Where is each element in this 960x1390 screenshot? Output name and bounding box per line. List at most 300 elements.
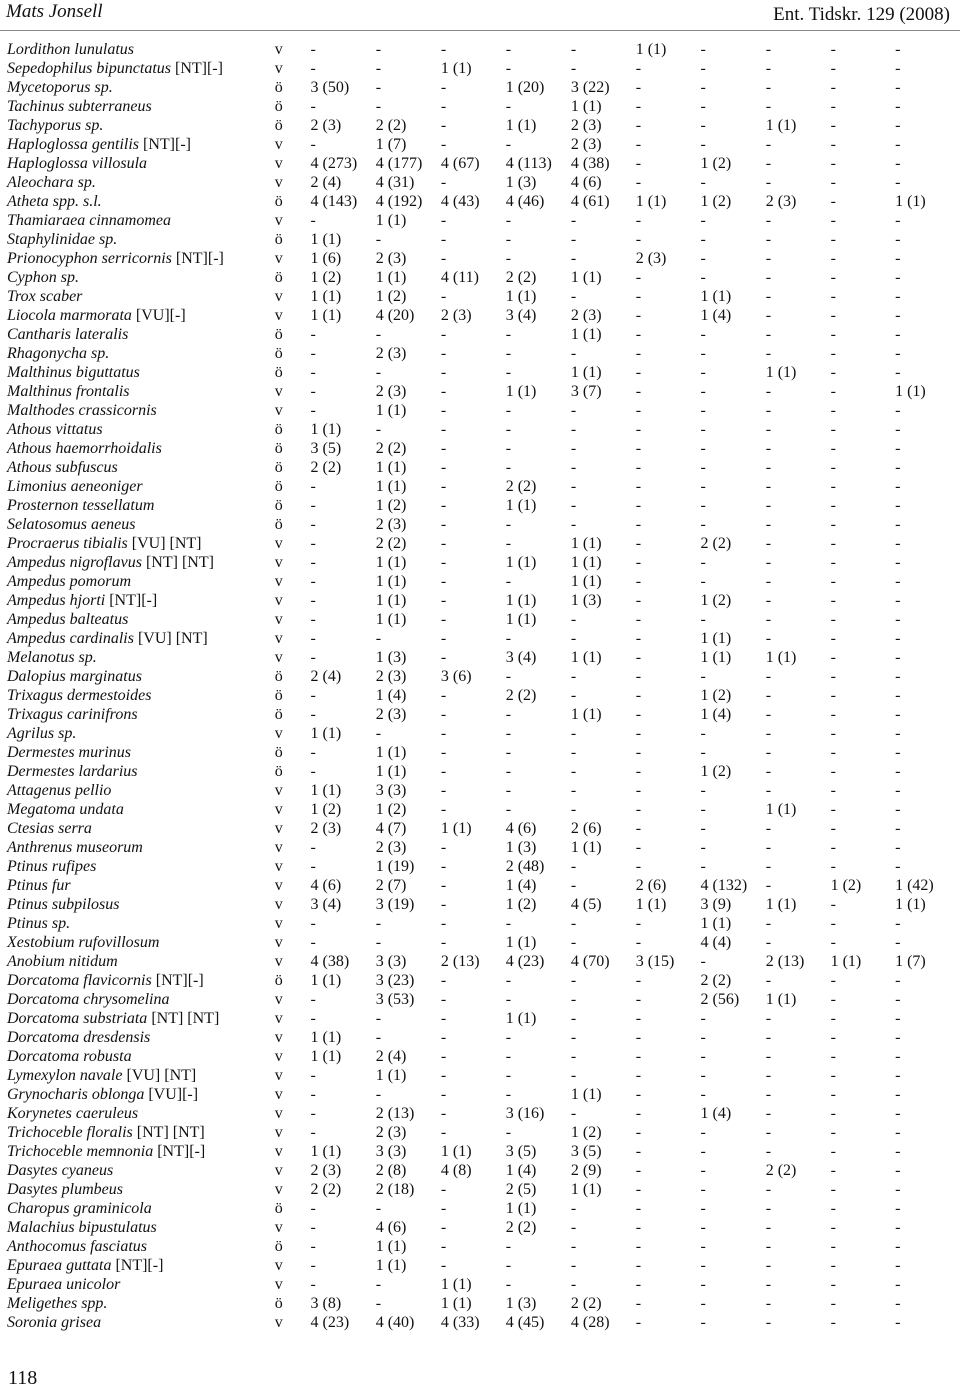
count-cell: - [635, 1276, 642, 1293]
count-cell: - [895, 763, 901, 780]
count-cell: - [765, 269, 772, 286]
count-cell: 3 (19) [375, 896, 415, 913]
count-cell: - [700, 820, 706, 837]
count-cell: - [310, 573, 316, 590]
count-cell: 2 (3) [310, 1162, 342, 1179]
species-name: Agrilus sp. [7, 725, 77, 742]
species-cell [7, 458, 275, 477]
count-cell: - [635, 136, 642, 153]
count-cell: - [830, 459, 836, 476]
species-cell [7, 971, 275, 990]
count-cell: - [310, 364, 316, 381]
count-cell: - [830, 155, 836, 172]
count-cell: 2 (18) [375, 1181, 415, 1198]
count-cell: - [895, 307, 901, 324]
count-cell: - [895, 516, 901, 533]
count-cell: - [765, 744, 772, 761]
count-cell: - [765, 1048, 772, 1065]
count-cell: - [505, 1086, 512, 1103]
habitat-cell: v [274, 1105, 283, 1122]
species-name: Anobium nitidum [7, 953, 118, 970]
habitat-cell: ö [274, 421, 283, 438]
species-cell [7, 306, 275, 325]
count-cell: - [440, 554, 447, 571]
count-cell: 1 (1) [765, 991, 797, 1008]
count-cell: - [700, 1238, 706, 1255]
species-name: Tachyporus sp. [7, 117, 104, 134]
count-cell: - [895, 1048, 901, 1065]
count-cell: - [895, 136, 901, 153]
species-cell [7, 287, 275, 306]
table-row [7, 230, 960, 249]
count-cell: 4 (23) [505, 953, 545, 970]
count-cell: 1 (1) [375, 1238, 407, 1255]
redlist-status: [NT][-] [115, 1257, 164, 1274]
count-cell: 1 (1) [570, 706, 602, 723]
species-cell [7, 268, 275, 287]
redlist-status: [VU] [NT] [131, 535, 202, 552]
species-name: Cyphon sp. [7, 269, 79, 286]
count-cell: 2 (56) [700, 991, 740, 1008]
count-cell: 1 (6) [310, 250, 342, 267]
count-cell: 2 (2) [505, 478, 537, 495]
count-cell: - [895, 725, 901, 742]
count-cell: - [570, 1276, 577, 1293]
count-cell: 4 (8) [440, 1162, 472, 1179]
count-cell: 2 (2) [505, 269, 537, 286]
count-cell: - [310, 1238, 316, 1255]
count-cell: - [440, 79, 447, 96]
count-cell: 1 (1) [505, 117, 537, 134]
count-cell: - [570, 801, 577, 818]
count-cell: - [765, 402, 772, 419]
count-cell: 1 (2) [700, 687, 732, 704]
count-cell: - [440, 212, 447, 229]
count-cell: 1 (1) [375, 459, 407, 476]
count-cell: - [440, 421, 447, 438]
count-cell: - [570, 1257, 577, 1274]
count-cell: 1 (1) [505, 592, 537, 609]
count-cell: - [440, 972, 447, 989]
redlist-status: [NT][-] [109, 592, 158, 609]
count-cell: - [635, 801, 642, 818]
count-cell: 2 (9) [570, 1162, 602, 1179]
count-cell: 1 (1) [635, 896, 667, 913]
count-cell: - [830, 1105, 836, 1122]
count-cell: - [700, 478, 706, 495]
count-cell: - [505, 744, 512, 761]
count-cell: - [830, 858, 836, 875]
count-cell: - [700, 1162, 706, 1179]
count-cell: - [635, 269, 642, 286]
count-cell: - [310, 611, 316, 628]
count-cell: 4 (45) [505, 1314, 545, 1331]
count-cell: - [895, 1219, 901, 1236]
count-cell: - [505, 326, 512, 343]
habitat-cell: v [274, 896, 283, 913]
count-cell: - [440, 174, 447, 191]
species-name: Meligethes spp. [7, 1295, 108, 1312]
count-cell: - [895, 60, 901, 77]
habitat-cell: v [274, 934, 283, 951]
species-cell [7, 762, 275, 781]
count-cell: - [570, 668, 577, 685]
species-name: Anthocomus fasciatus [7, 1238, 147, 1255]
count-cell: - [635, 839, 642, 856]
redlist-status: [VU][-] [148, 1086, 199, 1103]
count-cell: 3 (5) [310, 440, 342, 457]
count-cell: - [830, 516, 836, 533]
count-cell: - [635, 345, 642, 362]
count-cell: - [375, 326, 382, 343]
count-cell: - [895, 554, 901, 571]
count-cell: - [895, 41, 901, 58]
count-cell: - [895, 459, 901, 476]
count-cell: - [310, 136, 316, 153]
count-cell: - [505, 1029, 512, 1046]
count-cell: - [830, 117, 836, 134]
count-cell: - [570, 687, 577, 704]
count-cell: 1 (1) [765, 117, 797, 134]
table-row [7, 819, 960, 838]
species-name: Dasytes plumbeus [7, 1181, 123, 1198]
count-cell: - [570, 915, 577, 932]
count-cell: - [440, 250, 447, 267]
habitat-cell: v [274, 535, 283, 552]
count-cell: - [830, 212, 836, 229]
count-cell: 1 (1) [375, 744, 407, 761]
count-cell: - [830, 782, 836, 799]
count-cell: - [570, 478, 577, 495]
species-name: Sepedophilus bipunctatus [7, 60, 171, 77]
count-cell: - [635, 1086, 642, 1103]
count-cell: - [895, 155, 901, 172]
count-cell: - [310, 763, 316, 780]
habitat-cell: v [274, 630, 283, 647]
count-cell: - [310, 1086, 316, 1103]
count-cell: - [570, 1219, 577, 1236]
count-cell: - [570, 934, 577, 951]
count-cell: 3 (3) [375, 953, 407, 970]
count-cell: - [310, 402, 316, 419]
species-name: Ampedus pomorum [7, 573, 131, 590]
table-row [7, 116, 960, 135]
count-cell: - [570, 421, 577, 438]
habitat-cell: ö [274, 193, 283, 210]
count-cell: - [440, 1029, 447, 1046]
count-cell: - [765, 1143, 772, 1160]
count-cell: 1 (4) [505, 1162, 537, 1179]
table-row [7, 1047, 960, 1066]
species-cell [7, 1275, 275, 1294]
count-cell: - [830, 630, 836, 647]
count-cell: - [440, 231, 447, 248]
count-cell: - [830, 1181, 836, 1198]
count-cell: - [635, 1010, 642, 1027]
count-cell: - [765, 1010, 772, 1027]
count-cell: 4 (67) [440, 155, 480, 172]
count-cell: 1 (1) [310, 421, 342, 438]
count-cell: - [830, 41, 836, 58]
count-cell: - [440, 288, 447, 305]
count-cell: 1 (1) [310, 725, 342, 742]
count-cell: - [765, 725, 772, 742]
habitat-cell: v [274, 288, 283, 305]
count-cell: - [635, 1143, 642, 1160]
habitat-cell: v [274, 877, 283, 894]
table-row [7, 800, 960, 819]
count-cell: - [895, 687, 901, 704]
species-name: Aleochara sp. [7, 174, 96, 191]
species-table [7, 40, 960, 1332]
count-cell: - [830, 1124, 836, 1141]
count-cell: - [375, 1086, 382, 1103]
count-cell: 1 (1) [375, 478, 407, 495]
species-cell [7, 1028, 275, 1047]
count-cell: - [765, 478, 772, 495]
count-cell: 1 (1) [440, 1143, 472, 1160]
species-name: Dermestes murinus [7, 744, 131, 761]
count-cell: - [375, 934, 382, 951]
count-cell: 1 (2) [505, 896, 537, 913]
count-cell: 2 (3) [570, 117, 602, 134]
table-row [7, 344, 960, 363]
species-name: Dermestes lardarius [7, 763, 138, 780]
species-name: Epuraea unicolor [7, 1276, 121, 1293]
species-cell [7, 857, 275, 876]
count-cell: 4 (33) [440, 1314, 480, 1331]
count-cell: 4 (28) [570, 1314, 610, 1331]
count-cell: - [700, 1257, 706, 1274]
count-cell: - [895, 231, 901, 248]
habitat-cell: v [274, 611, 283, 628]
count-cell: - [830, 98, 836, 115]
habitat-cell: v [274, 725, 283, 742]
count-cell: - [895, 820, 901, 837]
count-cell: - [830, 307, 836, 324]
count-cell: 1 (1) [505, 934, 537, 951]
count-cell: - [830, 1086, 836, 1103]
count-cell: - [830, 744, 836, 761]
count-cell: - [895, 801, 901, 818]
count-cell: - [440, 858, 447, 875]
count-cell: - [830, 972, 836, 989]
count-cell: - [700, 858, 706, 875]
count-cell: - [895, 117, 901, 134]
count-cell: - [830, 839, 836, 856]
count-cell: - [635, 763, 642, 780]
count-cell: 1 (1) [375, 573, 407, 590]
count-cell: - [700, 1143, 706, 1160]
count-cell: - [895, 478, 901, 495]
count-cell: - [310, 649, 316, 666]
table-row [7, 686, 960, 705]
count-cell: - [310, 535, 316, 552]
count-cell: - [830, 421, 836, 438]
table-row [7, 933, 960, 952]
count-cell: 1 (2) [700, 763, 732, 780]
count-cell: - [310, 687, 316, 704]
count-cell: - [830, 79, 836, 96]
count-cell: - [570, 858, 577, 875]
count-cell: - [310, 839, 316, 856]
count-cell: - [440, 516, 447, 533]
count-cell: - [570, 1048, 577, 1065]
count-cell: - [635, 592, 642, 609]
count-cell: - [830, 1200, 836, 1217]
table-row [7, 363, 960, 382]
habitat-cell: ö [274, 668, 283, 685]
count-cell: - [765, 763, 772, 780]
table-row [7, 154, 960, 173]
count-cell: 1 (4) [700, 706, 732, 723]
count-cell: - [830, 136, 836, 153]
count-cell: - [635, 1219, 642, 1236]
count-cell: 3 (15) [635, 953, 675, 970]
count-cell: - [440, 649, 447, 666]
table-row [7, 439, 960, 458]
count-cell: 1 (1) [765, 649, 797, 666]
count-cell: 1 (1) [700, 288, 732, 305]
count-cell: - [310, 554, 316, 571]
species-name: Malthinus biguttatus [7, 364, 140, 381]
count-cell: - [635, 1067, 642, 1084]
count-cell: - [895, 1200, 901, 1217]
count-cell: - [505, 98, 512, 115]
count-cell: 3 (3) [375, 1143, 407, 1160]
count-cell: - [830, 1048, 836, 1065]
species-cell [7, 1199, 275, 1218]
species-name: Charopus graminicola [7, 1200, 152, 1217]
species-cell [7, 933, 275, 952]
count-cell: - [635, 1238, 642, 1255]
count-cell: 4 (61) [570, 193, 610, 210]
count-cell: - [635, 98, 642, 115]
habitat-cell: v [274, 250, 283, 267]
species-name: Trox scaber [7, 288, 83, 305]
count-cell: - [440, 915, 447, 932]
count-cell: - [765, 212, 772, 229]
count-cell: 1 (4) [505, 877, 537, 894]
count-cell: - [505, 1048, 512, 1065]
count-cell: - [310, 98, 316, 115]
habitat-cell: ö [274, 687, 283, 704]
species-cell [7, 363, 275, 382]
count-cell: 1 (1) [375, 212, 407, 229]
species-cell [7, 1256, 275, 1275]
count-cell: - [700, 459, 706, 476]
species-name: Ptinus fur [7, 877, 71, 894]
count-cell: - [440, 630, 447, 647]
count-cell: - [635, 744, 642, 761]
table-row [7, 1161, 960, 1180]
count-cell: - [505, 440, 512, 457]
table-row [7, 572, 960, 591]
habitat-cell: v [274, 383, 283, 400]
count-cell: - [375, 1010, 382, 1027]
count-cell: 1 (7) [895, 953, 926, 970]
table-row [7, 648, 960, 667]
species-cell [7, 1066, 275, 1085]
table-row [7, 458, 960, 477]
count-cell: - [570, 877, 577, 894]
habitat-cell: ö [274, 706, 283, 723]
count-cell: - [440, 991, 447, 1008]
count-cell: - [765, 782, 772, 799]
count-cell: 2 (4) [310, 668, 342, 685]
species-name: Ampedus hjorti [7, 592, 106, 609]
species-name: Grynocharis oblonga [7, 1086, 145, 1103]
species-name: Dorcatoma robusta [7, 1048, 132, 1065]
species-name: Mycetoporus sp. [7, 79, 113, 96]
count-cell: 1 (3) [570, 592, 602, 609]
count-cell: - [570, 972, 577, 989]
count-cell: - [635, 1181, 642, 1198]
count-cell: - [765, 307, 772, 324]
count-cell: - [830, 1257, 836, 1274]
table-row [7, 1123, 960, 1142]
species-cell [7, 1123, 275, 1142]
count-cell: - [700, 1048, 706, 1065]
count-cell: 3 (3) [375, 782, 407, 799]
count-cell: - [505, 915, 512, 932]
count-cell: - [440, 725, 447, 742]
count-cell: - [310, 1010, 316, 1027]
species-cell [7, 211, 275, 230]
count-cell: - [765, 326, 772, 343]
table-row [7, 610, 960, 629]
count-cell: - [765, 687, 772, 704]
table-row [7, 990, 960, 1009]
table-row [7, 1066, 960, 1085]
count-cell: - [830, 326, 836, 343]
species-name: Korynetes caeruleus [7, 1105, 139, 1122]
count-cell: - [895, 98, 901, 115]
count-cell: - [700, 725, 706, 742]
count-cell: - [570, 516, 577, 533]
count-cell: - [505, 402, 512, 419]
count-cell: - [830, 991, 836, 1008]
count-cell: 2 (8) [375, 1162, 407, 1179]
species-name: Prosternon tessellatum [7, 497, 155, 514]
habitat-cell: v [274, 307, 283, 324]
count-cell: - [765, 554, 772, 571]
species-cell [7, 724, 275, 743]
species-cell [7, 648, 275, 667]
count-cell: - [505, 1276, 512, 1293]
habitat-cell: v [274, 592, 283, 609]
species-name: Cantharis lateralis [7, 326, 129, 343]
species-cell [7, 1180, 275, 1199]
count-cell: - [375, 231, 382, 248]
count-cell: - [310, 744, 316, 761]
count-cell: 1 (2) [700, 155, 732, 172]
table-row [7, 420, 960, 439]
count-cell: - [765, 98, 772, 115]
count-cell: 1 (1) [310, 307, 342, 324]
species-cell [7, 781, 275, 800]
species-name: Selatosomus aeneus [7, 516, 136, 533]
count-cell: - [310, 326, 316, 343]
count-cell: - [310, 592, 316, 609]
species-name: Xestobium rufovillosum [7, 934, 160, 951]
count-cell: 2 (2) [700, 972, 732, 989]
count-cell: 2 (3) [310, 117, 342, 134]
count-cell: - [635, 972, 642, 989]
habitat-cell: v [274, 1162, 283, 1179]
count-cell: 3 (23) [375, 972, 415, 989]
count-cell: - [830, 668, 836, 685]
